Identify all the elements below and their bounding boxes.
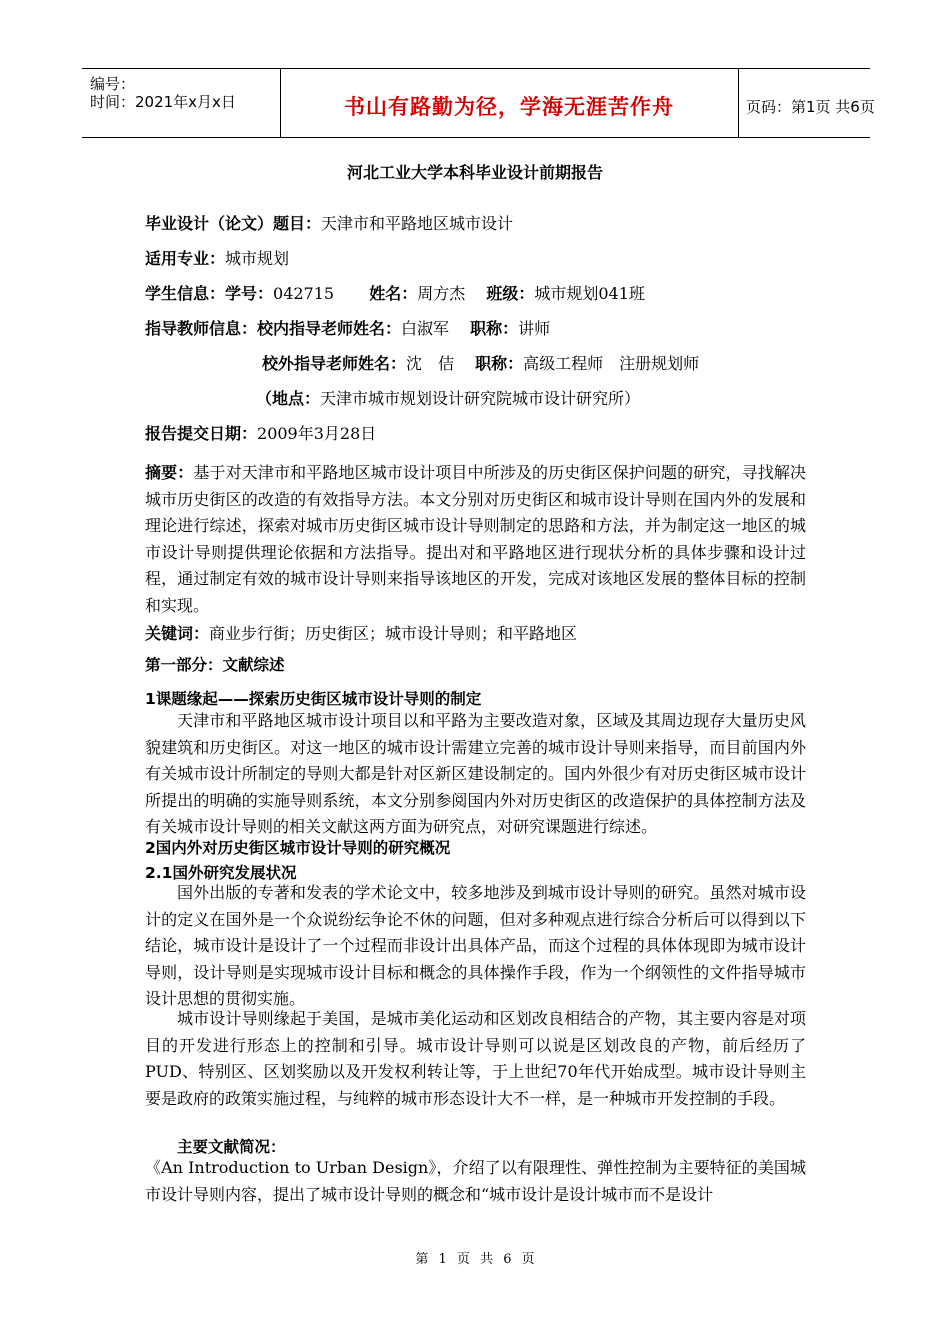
major-line (145, 246, 289, 269)
literature-heading: 主要文献简况： (177, 1138, 286, 1156)
teacher-out-title-label: 职称： (475, 354, 524, 373)
section21-heading: 2.1国外研究发展状况 (145, 864, 297, 882)
teacher-in-line (145, 316, 550, 339)
name-value: 周方杰 (417, 284, 466, 303)
keywords-text: 商业步行街；历史街区；城市设计导则；和平路地区 (209, 624, 578, 643)
student-id: 042715 (273, 284, 335, 303)
date-label: 报告提交日期： (145, 424, 258, 443)
abstract-text: 基于对天津市和平路地区城市设计项目中所涉及的历史街区保护问题的研究，寻找解决城市历史街区的改造的有效指导方法。本文分别对历史街区和城市设计导则在国内外的发展和理论进行综述，探索对城市历史街区城市设计导则制定的思路和方法，并为制定这一地区的城市设计导则提供理论依据和方法指导。提出对和平路地区进行现状分析的具体步骤和设计过程，通过制定有效的城市设计导则来指导该地区的开发，完成对该地区发展的整体目标的控制和实现。 (145, 463, 806, 615)
location-value: 天津市城市规划设计研究院城市设计研究所） (320, 389, 641, 408)
header-meta-cell (82, 69, 281, 137)
header-page-info: 页码：第1页 共6页 (746, 97, 875, 116)
topic-line (145, 211, 513, 234)
major-label: 适用专业： (145, 249, 226, 268)
page-header (82, 68, 875, 138)
header-page-cell (738, 69, 875, 137)
header-motto: 书山有路勤为径，学海无涯苦作舟 (344, 95, 674, 119)
keywords-line (145, 621, 577, 644)
student-label: 学生信息：学号： (145, 284, 274, 303)
page-footer: 第 1 页 共 6 页 (415, 1252, 535, 1267)
teacher-in-title: 讲师 (518, 319, 551, 338)
section1-paragraph: 天津市和平路地区城市设计项目以和平路为主要改造对象，区域及其周边现存大量历史风貌建筑和历史街区。对这一地区的城市设计需建立完善的城市设计导则来指导，而目前国内外有关城市设计所制定的导则大都是针对区新区建设制定的。国内外很少有对历史街区城市设计所提出的明确的实施导则系统，本文分别参阅国内外对历史街区的改造保护的具体控制方法及有关城市设计导则的相关文献这两方面为研究点，对研究课题进行综述。 (145, 711, 806, 836)
name-label: 姓名： (369, 284, 418, 303)
section21-paragraph1: 国外出版的专著和发表的学术论文中，较多地涉及到城市设计导则的研究。虽然对城市设计的定义在国外是一个众说纷纭争论不休的问题，但对多种观点进行综合分析后可以得到以下结论，城市设计是设计了一个过程而非设计出具体产品，而这个过程的具体体现即为城市设计导则，设计导则是实现城市设计目标和概念的具体操作手段，作为一个纲领性的文件指导城市设计思想的贯彻实施。 (145, 883, 806, 1008)
topic-label: 毕业设计（论文）题目： (145, 214, 322, 233)
class-value: 城市规划041班 (534, 284, 645, 303)
keywords-label: 关键词： (145, 624, 210, 643)
abstract-paragraph (145, 460, 806, 619)
location-line (256, 386, 640, 409)
section1-heading: 1课题缘起——探索历史街区城市设计导则的制定 (145, 690, 482, 708)
teacher-out-line (262, 351, 699, 374)
part1-heading: 第一部分：文献综述 (145, 656, 285, 674)
literature-paragraph: 《An Introduction to Urban Design》，介绍了以有限理性、弹性控制为主要特征的美国城市设计导则内容，提出了城市设计导则的概念和“城市设计是设计城市而不是设计 (145, 1158, 806, 1204)
student-line (145, 281, 645, 304)
major-value: 城市规划 (225, 249, 290, 268)
teacher-in-name: 白淑军 (401, 319, 450, 338)
teacher-out-name: 沈 佶 (406, 354, 455, 373)
date-line (145, 421, 376, 444)
abstract-label: 摘要： (145, 463, 194, 482)
teacher-in-title-label: 职称： (470, 319, 519, 338)
section2-heading: 2国内外对历史街区城市设计导则的研究概况 (145, 839, 451, 857)
section21-paragraph2: 城市设计导则缘起于美国，是城市美化运动和区划改良相结合的产物，其主要内容是对项目的开发进行形态上的控制和引导。城市设计导则可以说是区划改良的产物，前后经历了PUD、特别区、区划奖励以及开发权利转让等，于上世纪70年代开始成型。城市设计导则主要是政府的政策实施过程，与纯粹的城市形态设计大不一样，是一种城市开发控制的手段。 (145, 1009, 806, 1108)
number-label: 编号： (90, 75, 136, 93)
teacher-in-label: 指导教师信息：校内指导老师姓名： (145, 319, 402, 338)
teacher-out-title: 高级工程师 注册规划师 (523, 354, 700, 373)
date-value: 2009年3月28日 (257, 424, 377, 443)
header-motto-cell (280, 69, 739, 137)
time-label: 时间：2021年x月x日 (90, 93, 236, 111)
class-label: 班级： (486, 284, 535, 303)
location-label: （地点： (256, 389, 321, 408)
report-title: 河北工业大学本科毕业设计前期报告 (346, 163, 603, 182)
topic-value: 天津市和平路地区城市设计 (321, 214, 514, 233)
teacher-out-label: 校外指导老师姓名： (262, 354, 407, 373)
